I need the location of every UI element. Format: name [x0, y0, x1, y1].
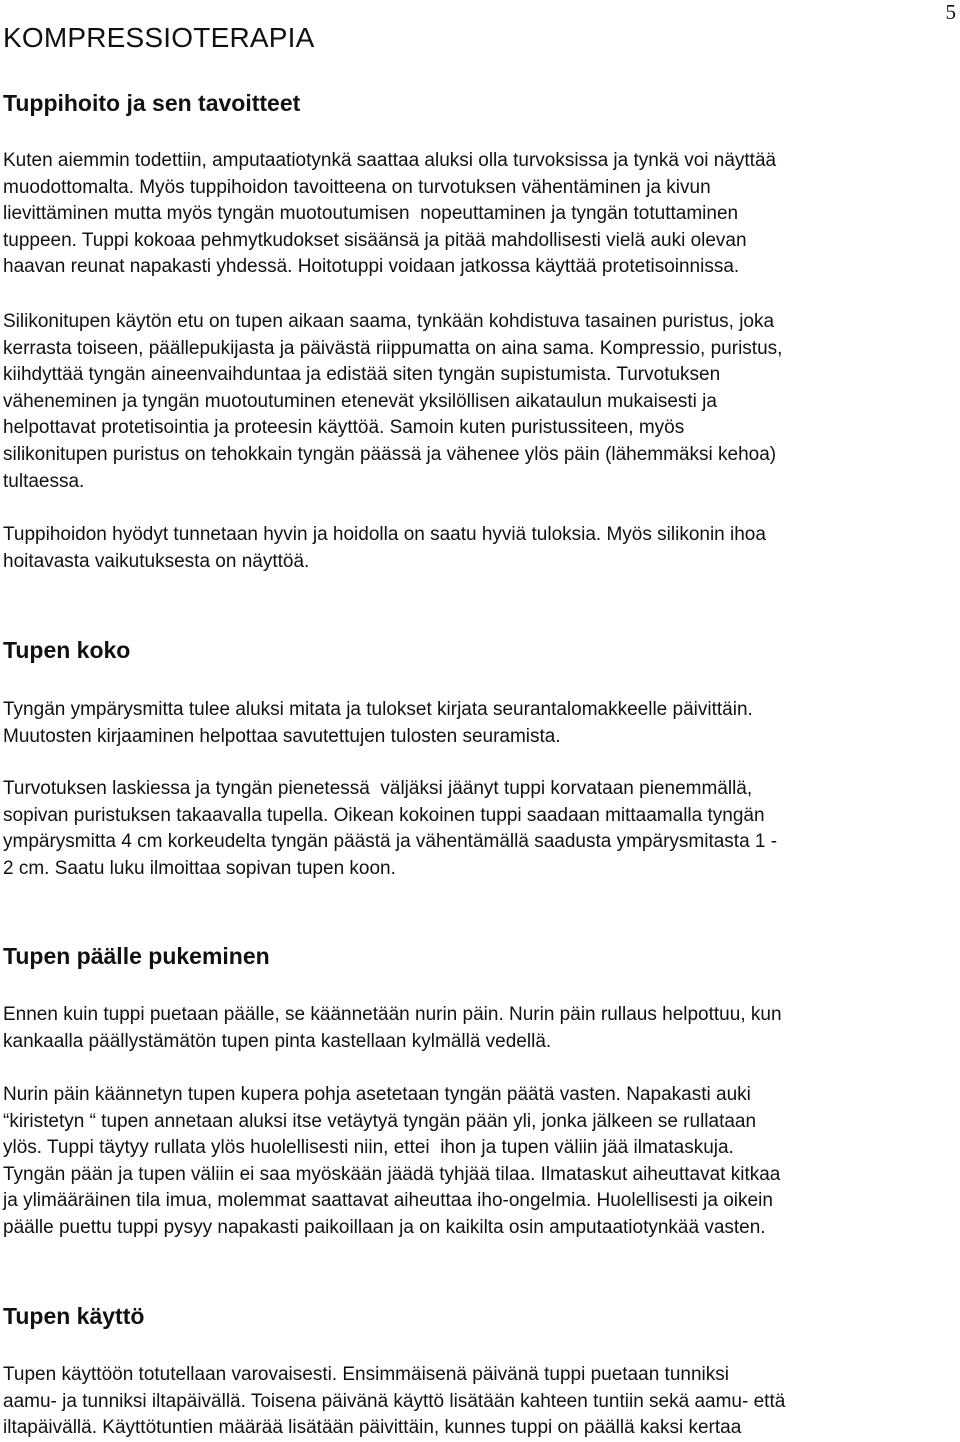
- page-number: 5: [945, 0, 956, 24]
- document-title: KOMPRESSIOTERAPIA: [3, 22, 315, 53]
- paragraph: Turvotuksen laskiessa ja tyngän pienetessä väljäksi jäänyt tuppi korvataan pienemmällä, sopivan puristuksen takaavalla tupella. Oikean kokoinen tuppi saadaan mittaamalla tyngän ympärysmitta 4 cm korkeudelta tyngän päästä ja vähentämällä saadusta ympärysmitasta 1 - 2 cm. Saatu luku ilmoittaa sopivan tupen koon.: [3, 778, 778, 879]
- paragraph: Nurin päin käännetyn tupen kupera pohja asetetaan tyngän päätä vasten. Napakasti auki “kiristetyn “ tupen annetaan aluksi itse vetäytyä tyngän pään yli, jonka jälkeen se rullataan ylös. Tuppi täytyy rullata ylös huolellisesti niin, ettei ihon ja tupen väliin jää ilmataskuja. Tyngän pään ja tupen väliin ei saa myöskään jäädä tyhjää tilaa. Ilmataskut aiheuttavat kitkaa ja ylimääräinen tila imua, molemmat saattavat aiheuttaa iho-ongelmia. Huolellisesti ja oikein päälle puettu tuppi pysyy napakasti paikoillaan ja on kaikilta osin amputaatiotynkää vasten.: [3, 1084, 781, 1238]
- paragraph: Ennen kuin tuppi puetaan päälle, se käännetään nurin päin. Nurin päin rullaus helpottuu, kun kankaalla päällystämätön tupen pinta kastellaan kylmällä vedellä.: [3, 1004, 782, 1052]
- paragraph: Silikonitupen käytön etu on tupen aikaan saama, tynkään kohdistuva tasainen puristus, joka kerrasta toiseen, päällepukijasta ja päivästä riippumatta on aina sama. Kompressio, puristus, kiihdyttää tyngän aineenvaihduntaa ja edistää siten tyngän supistumista. Turvotuksen väheneminen ja tyngän muotoutuminen etenevät yksilöllisen aikataulun mukaisesti ja helpottavat protetisointia ja proteesin käyttöä. Samoin kuten puristussiteen, myös silikonitupen puristus on tehokkain tyngän päässä ja vähenee ylös päin (lähemmäksi kehoa) tultaessa.: [3, 311, 783, 492]
- paragraph: Kuten aiemmin todettiin, amputaatiotynkä saattaa aluksi olla turvoksissa ja tynkä voi näyttää muodottomalta. Myös tuppihoidon tavoitteena on turvotuksen vähentäminen ja kivun lievittäminen mutta myös tyngän muotoutumisen nopeuttaminen ja tyngän totuttaminen tuppeen. Tuppi kokoaa pehmytkudokset sisäänsä ja pitää mahdollisesti vielä auki olevan haavan reunat napakasti yhdessä. Hoitotuppi voidaan jatkossa käyttää protetisoinnissa.: [3, 150, 777, 278]
- section-heading-tupen-kaytto: Tupen käyttö: [3, 1303, 145, 1329]
- paragraph: Tupen käyttöön totutellaan varovaisesti. Ensimmäisenä päivänä tuppi puetaan tunniksi aamu- ja tunniksi iltapäivällä. Toisena päivänä käyttö lisätään kahteen tuntiin sekä aamu- että iltapäivällä. Käyttötuntien määrää lisätään päivittäin, kunnes tuppi on päällä kaksi kertaa: [3, 1364, 786, 1439]
- section-heading-tuppihoito: Tuppihoito ja sen tavoitteet: [3, 90, 301, 116]
- paragraph: Tuppihoidon hyödyt tunnetaan hyvin ja hoidolla on saatu hyviä tuloksia. Myös silikonin ihoa hoitavasta vaikutuksesta on näyttöä.: [3, 524, 766, 572]
- paragraph: Tyngän ympärysmitta tulee aluksi mitata ja tulokset kirjata seurantalomakkeelle päivittäin. Muutosten kirjaaminen helpottaa savutettujen tulosten seuramista.: [3, 699, 753, 747]
- section-heading-tupen-paalle-pukeminen: Tupen päälle pukeminen: [3, 943, 270, 969]
- section-heading-tupen-koko: Tupen koko: [3, 637, 131, 663]
